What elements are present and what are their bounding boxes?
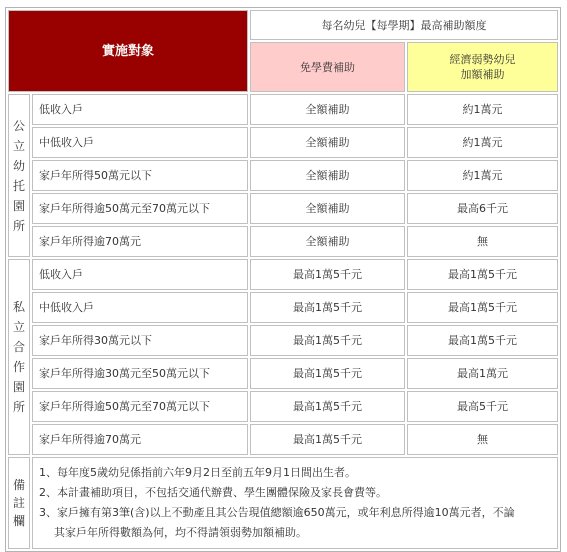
notes-title: 備 註 欄 <box>8 457 30 549</box>
tuition-value: 最高1萬5千元 <box>250 391 405 422</box>
extra-value: 無 <box>407 226 558 257</box>
note-line-3: 3、家戶擁有第3筆(含)以上不動產且其公告現值總額逾650萬元，或年利息所得逾10萬元者，不論 <box>39 506 515 519</box>
note-line-1: 1、每年度5歲幼兒係指前六年9月2日至前五年9月1日間出生者。 <box>39 466 356 479</box>
tuition-value: 全額補助 <box>250 160 405 191</box>
extra-value: 最高1萬5千元 <box>407 292 558 323</box>
tuition-value: 最高1萬5千元 <box>250 325 405 356</box>
table-row <box>8 292 558 323</box>
tuition-value: 最高1萬5千元 <box>250 424 405 455</box>
table-row <box>8 358 558 389</box>
row-label: 家戶年所得逾50萬元至70萬元以下 <box>32 193 248 224</box>
table-row <box>8 325 558 356</box>
table-row <box>8 226 558 257</box>
notes-row <box>8 457 558 549</box>
row-label: 家戶年所得逾50萬元至70萬元以下 <box>32 391 248 422</box>
tuition-value: 最高1萬5千元 <box>250 259 405 290</box>
row-label: 低收入戶 <box>32 94 248 125</box>
extra-value: 最高1萬5千元 <box>407 259 558 290</box>
table-row <box>8 127 558 158</box>
tuition-value: 全額補助 <box>250 127 405 158</box>
tuition-value: 全額補助 <box>250 94 405 125</box>
table-row <box>8 94 558 125</box>
group-label-public: 公 立 幼 托 園 所 <box>8 94 30 257</box>
row-label: 中低收入戶 <box>32 127 248 158</box>
extra-value: 最高6千元 <box>407 193 558 224</box>
note-line-3-cont: 其家戶年所得數額為何，均不得請領弱勢加額補助。 <box>54 526 307 539</box>
note-line-2: 2、本計畫補助項目，不包括交通代辦費、學生團體保險及家長會費等。 <box>39 486 387 499</box>
tuition-header: 免學費補助 <box>250 42 405 92</box>
row-label: 家戶年所得逾70萬元 <box>32 424 248 455</box>
tuition-value: 全額補助 <box>250 226 405 257</box>
amount-header: 每名幼兒【每學期】最高補助額度 <box>250 10 558 40</box>
tuition-value: 全額補助 <box>250 193 405 224</box>
tuition-value: 最高1萬5千元 <box>250 292 405 323</box>
row-label: 家戶年所得逾70萬元 <box>32 226 248 257</box>
row-label: 家戶年所得30萬元以下 <box>32 325 248 356</box>
extra-value: 約1萬元 <box>407 160 558 191</box>
tuition-value: 最高1萬5千元 <box>250 358 405 389</box>
table-row <box>8 160 558 191</box>
row-label: 家戶年所得逾30萬元至50萬元以下 <box>32 358 248 389</box>
group-label-private: 私 立 合 作 園 所 <box>8 259 30 455</box>
table-row <box>8 391 558 422</box>
notes-content <box>32 457 558 549</box>
extra-value: 最高1萬5千元 <box>407 325 558 356</box>
target-header: 實施對象 <box>8 10 248 92</box>
extra-value: 最高5千元 <box>407 391 558 422</box>
table-row <box>8 424 558 455</box>
extra-header: 經濟弱勢幼兒 加額補助 <box>407 42 558 92</box>
row-label: 中低收入戶 <box>32 292 248 323</box>
table-row <box>8 259 558 290</box>
extra-value: 無 <box>407 424 558 455</box>
extra-value: 約1萬元 <box>407 127 558 158</box>
table-row <box>8 193 558 224</box>
row-label: 低收入戶 <box>32 259 248 290</box>
row-label: 家戶年所得50萬元以下 <box>32 160 248 191</box>
extra-value: 約1萬元 <box>407 94 558 125</box>
extra-value: 最高1萬元 <box>407 358 558 389</box>
subsidy-table <box>5 7 561 552</box>
